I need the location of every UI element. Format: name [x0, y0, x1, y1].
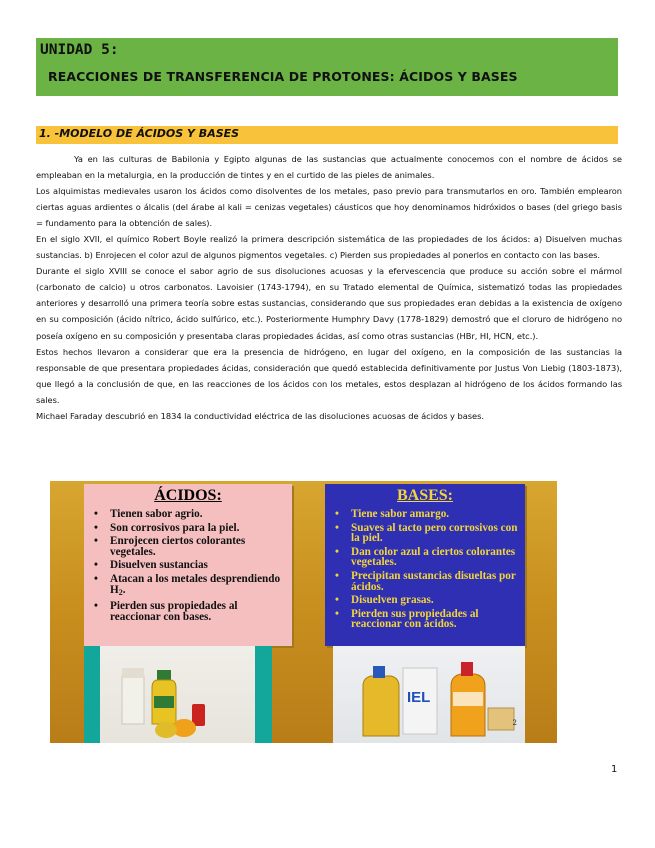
slide-number: 2 [512, 719, 517, 727]
acidic-products-illustration [100, 646, 255, 743]
acids-list [84, 509, 292, 622]
paragraph: En el siglo XVII, el químico Robert Boyle realizó la primera descripción sistemática de las propiedades de los ácidos: a) Disuelven muchas sustancias. b) Enrojecen el color azul de algunos pigmentos vegetales. c) Pierden sus propiedades al ponerlos en contacto con las bases. [36, 234, 622, 261]
bottle-cap [157, 670, 171, 680]
bases-list [325, 509, 525, 630]
detergent-bottle [363, 676, 399, 736]
list-item: • Precipitan sustancias disueltas por ácidos. [351, 571, 521, 592]
unit-number: UNIDAD 5: [40, 42, 119, 58]
acids-photo [100, 646, 255, 743]
acids-title: ÁCIDOS: [154, 487, 222, 504]
soda-can [192, 704, 205, 726]
list-item: • Dan color azul a ciertos colorantes vegetales. [351, 547, 521, 568]
metals-item-text: Atacan a los metales desprendiendo H [110, 572, 281, 596]
list-item: • Enrojecen ciertos colorantes vegetales. [110, 536, 288, 557]
soap-bar [488, 708, 514, 730]
teal-bar-right [255, 646, 272, 743]
bottle-cap [373, 666, 385, 678]
list-item: • Tienen sabor agrio. [110, 509, 288, 520]
cleaning-products-illustration [333, 646, 525, 743]
list-item: • Pierden sus propiedades al reaccionar con ácidos. [351, 609, 521, 630]
lemon-fruit [155, 722, 177, 738]
milk-carton [122, 676, 144, 724]
bases-panel [325, 484, 525, 646]
unit-banner [36, 38, 618, 96]
acids-bases-slide [50, 481, 557, 743]
teal-bar-left [84, 646, 100, 743]
bases-title: BASES: [396, 487, 454, 504]
list-item: • Disuelven sustancias [110, 560, 288, 571]
paragraph: Michael Faraday descubrió en 1834 la conductividad eléctrica de las disoluciones acuosas de ácidos y bases. [36, 410, 484, 421]
section-title: 1. -MODELO DE ÁCIDOS Y BASES [39, 127, 240, 140]
page-number: 1 [611, 764, 618, 775]
paragraph: Durante el siglo XVIII se conoce el sabor agrio de sus disoluciones acuosas y la efervescencia que produce su acción sobre el mármol (carbonato de calcio) u otros carbonatos. Lavoisier (1743-1794), en su Tratado elemental de Química, sistematizó todas las propiedades anteriores y desarrolló una primera teoría sobre estas sustancias, considerando que sus propiedades eran debidas a la existencia de oxígeno en su composición (ácido nítrico, ácido sulfúrico, etc.). Posteriormente Humphry Davy (1778-1829) demostró que el cloruro de hidrógeno no poseía oxígeno en su composición y presentaba claras propiedades ácidas, así como otras sustancias (HBr, HI, HCN, etc.). [36, 266, 622, 341]
list-item: • Son corrosivos para la piel. [110, 523, 288, 534]
bases-photo [333, 646, 525, 743]
metals-item-end: . [122, 583, 126, 596]
list-item: • Pierden sus propiedades al reaccionar con bases. [110, 601, 288, 622]
paragraph: Los alquimistas medievales usaron los ácidos como disolventes de los metales, paso previo para transmutarlos en oro. También emplearon ciertas aguas ardientes o álcalis (del árabe al kali = cenizas vegetales) cáusticos que hoy denominamos hidróxidos o bases (del griego basis = fundamento para la obtención de sales). [36, 186, 622, 229]
paragraph: Ya en las culturas de Babilonia y Egipto algunas de las sustancias que actualmente conocemos con el nombre de ácidos se empleaban en la metalurgia, en la producción de tintes y en el curtido de las pieles de animales. [36, 154, 622, 181]
detergent-logo: IEL [407, 689, 431, 706]
list-item [110, 574, 288, 598]
paragraph: Estos hechos llevaron a considerar que era la presencia de hidrógeno, en lugar del oxígeno, en la composición de las sustancias la responsable de que presentara propiedades ácidas, consideración que quedó establecida definitivamente por Justus Von Liebig (1803-1873), que llegó a la conclusión de que, en las reacciones de los ácidos con los metales, estos desplazan al hidrógeno de los ácidos formando las sales. [36, 346, 622, 405]
section-heading-bar [36, 126, 618, 144]
body-text [36, 151, 622, 424]
list-item: • Tiene sabor amargo. [351, 509, 521, 520]
list-item: • Disuelven grasas. [351, 595, 521, 606]
list-item: • Suaves al tacto pero corrosivos con la piel. [351, 523, 521, 544]
acids-panel [84, 484, 292, 646]
unit-title: REACCIONES DE TRANSFERENCIA DE PROTONES: ÁCIDOS Y BASES [48, 69, 518, 84]
metals-item-subscript: 2 [118, 587, 123, 597]
